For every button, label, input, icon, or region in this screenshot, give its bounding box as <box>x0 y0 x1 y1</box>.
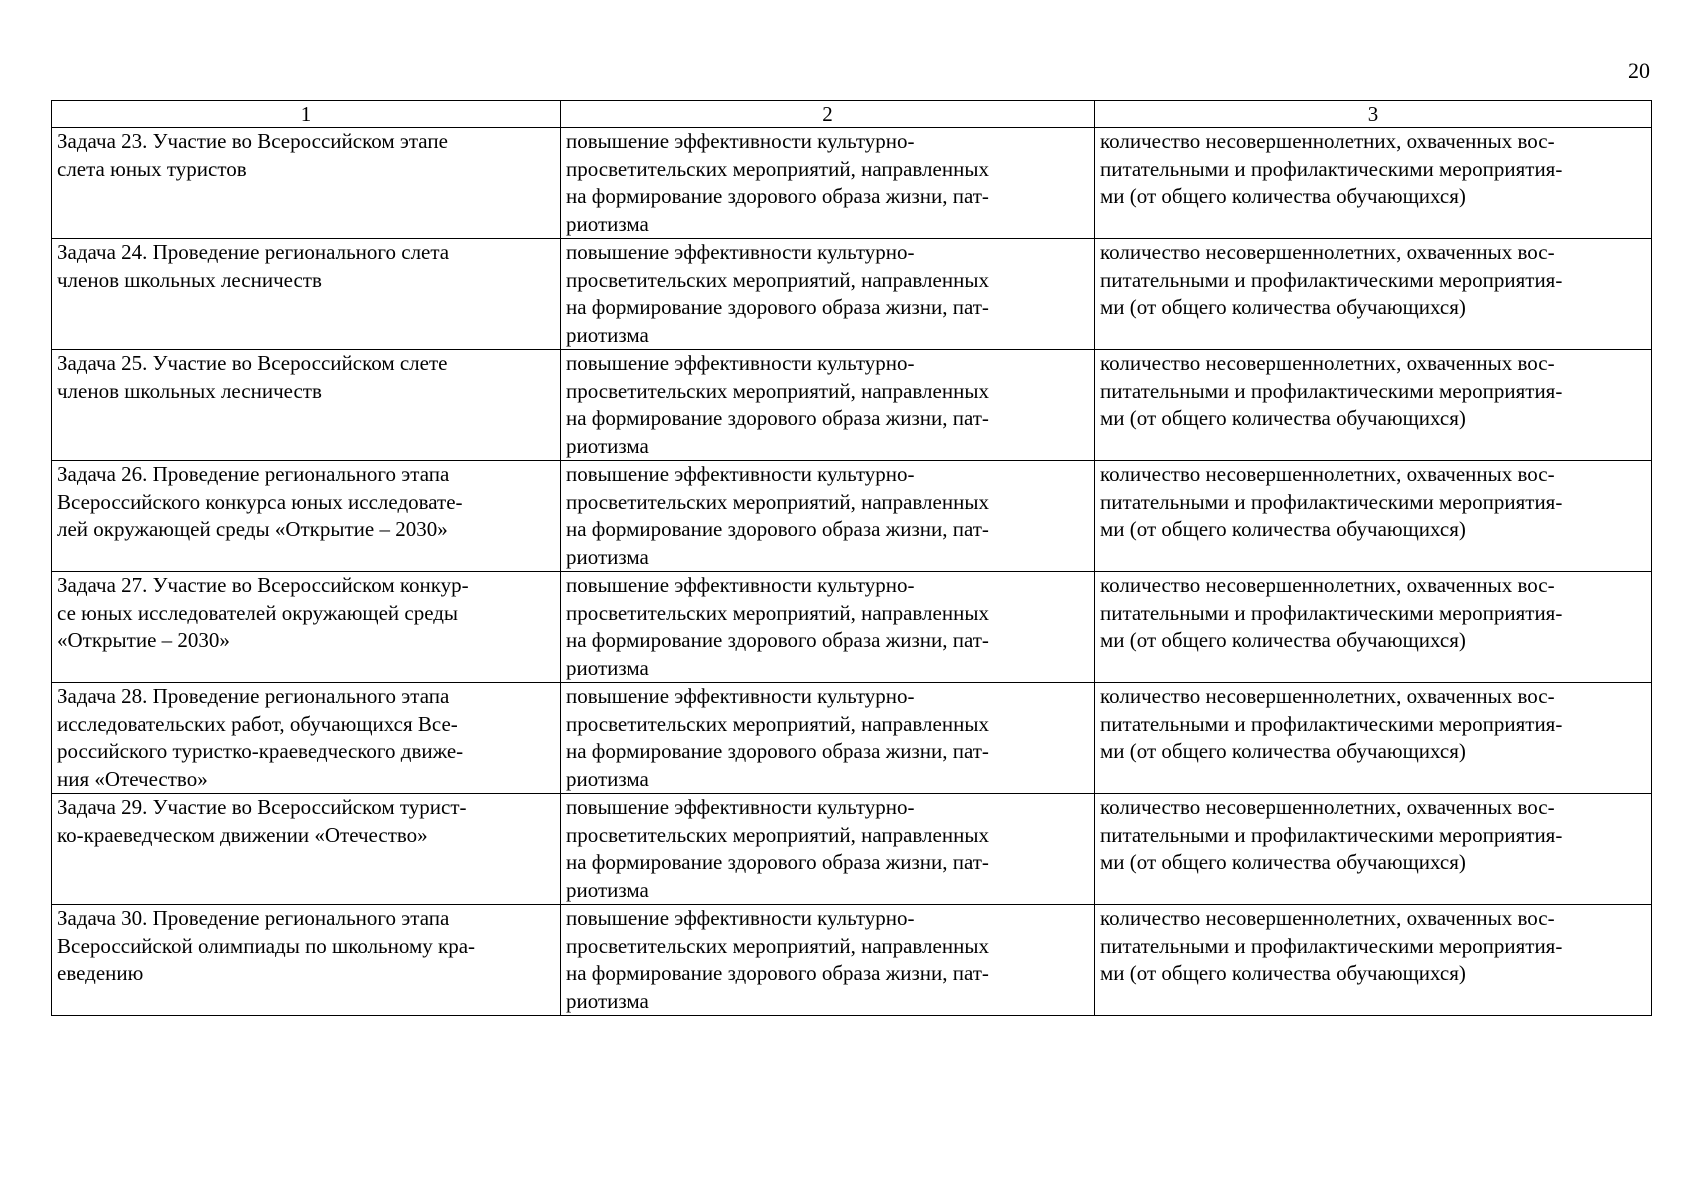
goal-cell: повышение эффективности культурно- просветительских мероприятий, направленных на формирование здорового образа жизни, пат- риотизма <box>561 572 1095 683</box>
task-cell: Задача 25. Участие во Всероссийском слете членов школьных лесничеств <box>52 350 561 461</box>
table-row <box>52 905 1652 1016</box>
table-row <box>52 128 1652 239</box>
indicator-cell: количество несовершеннолетних, охваченных вос- питательными и профилактическими мероприятия- ми (от общего количества обучающихся) <box>1095 572 1652 683</box>
indicator-cell: количество несовершеннолетних, охваченных вос- питательными и профилактическими мероприятия- ми (от общего количества обучающихся) <box>1095 128 1652 239</box>
indicator-cell: количество несовершеннолетних, охваченных вос- питательными и профилактическими мероприятия- ми (от общего количества обучающихся) <box>1095 794 1652 905</box>
column-header-3: 3 <box>1095 101 1652 128</box>
task-cell: Задача 30. Проведение регионального этапа Всероссийской олимпиады по школьному кра- еведению <box>52 905 561 1016</box>
task-cell: Задача 23. Участие во Всероссийском этапе слета юных туристов <box>52 128 561 239</box>
tasks-table <box>51 100 1652 1016</box>
indicator-cell: количество несовершеннолетних, охваченных вос- питательными и профилактическими мероприятия- ми (от общего количества обучающихся) <box>1095 239 1652 350</box>
goal-cell: повышение эффективности культурно- просветительских мероприятий, направленных на формирование здорового образа жизни, пат- риотизма <box>561 794 1095 905</box>
table-row <box>52 572 1652 683</box>
task-cell: Задача 27. Участие во Всероссийском конкур- се юных исследователей окружающей среды «Открытие – 2030» <box>52 572 561 683</box>
table-row <box>52 794 1652 905</box>
goal-cell: повышение эффективности культурно- просветительских мероприятий, направленных на формирование здорового образа жизни, пат- риотизма <box>561 905 1095 1016</box>
table-row <box>52 461 1652 572</box>
table-header-row <box>52 101 1652 128</box>
column-header-1: 1 <box>52 101 561 128</box>
task-cell: Задача 29. Участие во Всероссийском турист- ко-краеведческом движении «Отечество» <box>52 794 561 905</box>
goal-cell: повышение эффективности культурно- просветительских мероприятий, направленных на формирование здорового образа жизни, пат- риотизма <box>561 239 1095 350</box>
goal-cell: повышение эффективности культурно- просветительских мероприятий, направленных на формирование здорового образа жизни, пат- риотизма <box>561 350 1095 461</box>
indicator-cell: количество несовершеннолетних, охваченных вос- питательными и профилактическими мероприятия- ми (от общего количества обучающихся) <box>1095 461 1652 572</box>
column-header-2: 2 <box>561 101 1095 128</box>
goal-cell: повышение эффективности культурно- просветительских мероприятий, направленных на формирование здорового образа жизни, пат- риотизма <box>561 461 1095 572</box>
table-row <box>52 239 1652 350</box>
task-cell: Задача 24. Проведение регионального слета членов школьных лесничеств <box>52 239 561 350</box>
page-number: 20 <box>1628 58 1650 83</box>
indicator-cell: количество несовершеннолетних, охваченных вос- питательными и профилактическими мероприятия- ми (от общего количества обучающихся) <box>1095 905 1652 1016</box>
task-cell: Задача 28. Проведение регионального этапа исследовательских работ, обучающихся Все- российского туристко-краеведческого движе- ния «Отечество» <box>52 683 561 794</box>
indicator-cell: количество несовершеннолетних, охваченных вос- питательными и профилактическими мероприятия- ми (от общего количества обучающихся) <box>1095 350 1652 461</box>
goal-cell: повышение эффективности культурно- просветительских мероприятий, направленных на формирование здорового образа жизни, пат- риотизма <box>561 128 1095 239</box>
goal-cell: повышение эффективности культурно- просветительских мероприятий, направленных на формирование здорового образа жизни, пат- риотизма <box>561 683 1095 794</box>
task-cell: Задача 26. Проведение регионального этапа Всероссийского конкурса юных исследовате- лей окружающей среды «Открытие – 2030» <box>52 461 561 572</box>
table-row <box>52 683 1652 794</box>
table-row <box>52 350 1652 461</box>
indicator-cell: количество несовершеннолетних, охваченных вос- питательными и профилактическими мероприятия- ми (от общего количества обучающихся) <box>1095 683 1652 794</box>
